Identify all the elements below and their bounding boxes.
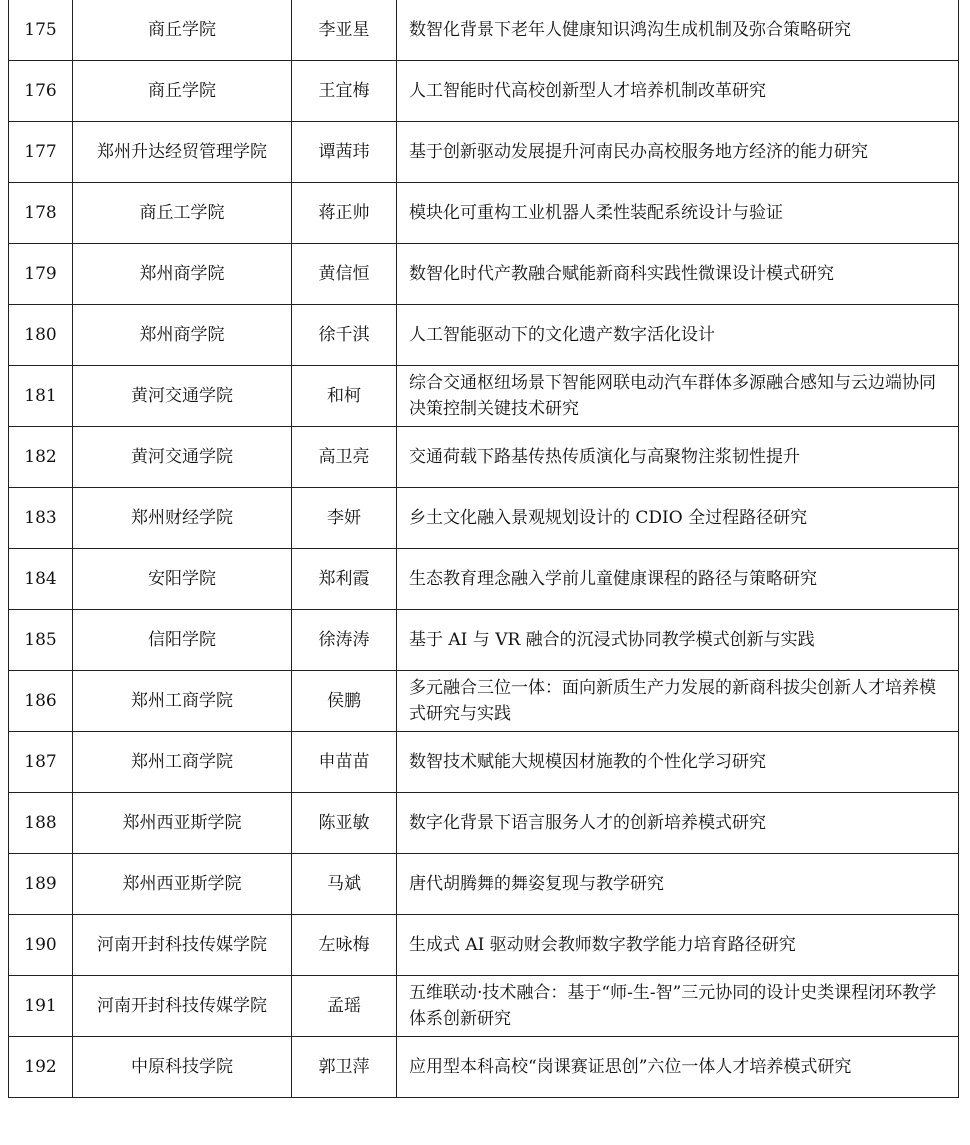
project-title-cell (397, 915, 959, 976)
table-row (9, 549, 959, 610)
row-number: 185 (24, 630, 57, 650)
school-cell (73, 732, 292, 793)
row-number-cell (9, 976, 73, 1037)
row-number-cell (9, 61, 73, 122)
school-name: 安阳学院 (148, 569, 216, 589)
project-title-cell (397, 976, 959, 1037)
table-row (9, 244, 959, 305)
school-cell (73, 976, 292, 1037)
project-title-cell (397, 793, 959, 854)
school-name: 郑州西亚斯学院 (122, 813, 242, 833)
project-title-cell (397, 610, 959, 671)
school-name: 郑州工商学院 (131, 752, 233, 772)
applicant-cell (292, 0, 397, 61)
table-row (9, 183, 959, 244)
applicant-name: 黄信恒 (318, 264, 370, 284)
school-cell (73, 122, 292, 183)
project-title-cell (397, 122, 959, 183)
applicant-name: 郑利霞 (318, 569, 370, 589)
project-table (8, 0, 959, 1098)
row-number: 189 (24, 874, 57, 894)
applicant-cell (292, 122, 397, 183)
table-row (9, 488, 959, 549)
row-number: 181 (24, 386, 57, 406)
school-name: 商丘工学院 (139, 203, 225, 223)
row-number: 192 (24, 1057, 57, 1077)
applicant-cell (292, 183, 397, 244)
applicant-cell (292, 732, 397, 793)
table-row (9, 427, 959, 488)
project-title-cell (397, 61, 959, 122)
applicant-cell (292, 305, 397, 366)
table-row (9, 671, 959, 732)
applicant-cell (292, 854, 397, 915)
school-name: 河南开封科技传媒学院 (97, 996, 267, 1016)
school-name: 郑州商学院 (139, 325, 225, 345)
school-name: 郑州商学院 (139, 264, 225, 284)
row-number: 191 (24, 996, 57, 1016)
row-number-cell (9, 1037, 73, 1098)
table-row (9, 732, 959, 793)
project-title: 综合交通枢纽场景下智能网联电动汽车群体多源融合感知与云边端协同决策控制关键技术研究 (409, 373, 936, 419)
school-cell (73, 549, 292, 610)
project-title: 五维联动·技术融合：基于“师-生-智”三元协同的设计史类课程闭环教学体系创新研究 (409, 983, 937, 1029)
applicant-name: 谭茜玮 (318, 142, 370, 162)
applicant-name: 马斌 (327, 874, 361, 894)
project-title-cell (397, 488, 959, 549)
school-cell (73, 1037, 292, 1098)
row-number-cell (9, 122, 73, 183)
row-number: 182 (24, 447, 57, 467)
row-number-cell (9, 915, 73, 976)
applicant-name: 左咏梅 (318, 935, 370, 955)
project-title: 基于创新驱动发展提升河南民办高校服务地方经济的能力研究 (409, 142, 868, 162)
row-number-cell (9, 427, 73, 488)
project-title: 数字化背景下语言服务人才的创新培养模式研究 (409, 813, 766, 833)
applicant-name: 李妍 (327, 508, 361, 528)
applicant-cell (292, 976, 397, 1037)
school-name: 黄河交通学院 (131, 447, 233, 467)
row-number: 176 (24, 81, 57, 101)
project-title-cell (397, 671, 959, 732)
applicant-name: 蒋正帅 (318, 203, 370, 223)
row-number: 188 (24, 813, 57, 833)
school-cell (73, 488, 292, 549)
project-title: 唐代胡腾舞的舞姿复现与教学研究 (409, 874, 664, 894)
applicant-name: 高卫亮 (318, 447, 370, 467)
school-name: 黄河交通学院 (131, 386, 233, 406)
row-number: 183 (24, 508, 57, 528)
applicant-name: 李亚星 (318, 20, 370, 40)
row-number: 178 (24, 203, 57, 223)
applicant-name: 郭卫萍 (318, 1057, 370, 1077)
school-cell (73, 305, 292, 366)
project-title: 应用型本科高校“岗课赛证思创”六位一体人才培养模式研究 (409, 1057, 852, 1077)
school-cell (73, 427, 292, 488)
school-name: 河南开封科技传媒学院 (97, 935, 267, 955)
project-title-cell (397, 183, 959, 244)
school-name: 郑州升达经贸管理学院 (97, 142, 267, 162)
table-row (9, 305, 959, 366)
school-name: 商丘学院 (148, 81, 216, 101)
school-name: 郑州工商学院 (131, 691, 233, 711)
row-number-cell (9, 610, 73, 671)
applicant-name: 陈亚敏 (318, 813, 370, 833)
applicant-cell (292, 793, 397, 854)
applicant-name: 徐千淇 (318, 325, 370, 345)
school-name: 信阳学院 (148, 630, 216, 650)
applicant-cell (292, 488, 397, 549)
applicant-cell (292, 244, 397, 305)
applicant-cell (292, 61, 397, 122)
applicant-cell (292, 610, 397, 671)
row-number: 177 (24, 142, 57, 162)
school-cell (73, 0, 292, 61)
applicant-cell (292, 915, 397, 976)
row-number-cell (9, 793, 73, 854)
row-number-cell (9, 0, 73, 61)
table-row (9, 0, 959, 61)
project-title-cell (397, 549, 959, 610)
applicant-cell (292, 671, 397, 732)
project-title-cell (397, 0, 959, 61)
applicant-name: 徐涛涛 (318, 630, 370, 650)
project-title: 数智技术赋能大规模因材施教的个性化学习研究 (409, 752, 766, 772)
row-number-cell (9, 671, 73, 732)
school-cell (73, 671, 292, 732)
table-row (9, 366, 959, 427)
project-title: 数智化背景下老年人健康知识鸿沟生成机制及弥合策略研究 (409, 20, 851, 40)
applicant-cell (292, 1037, 397, 1098)
project-title-cell (397, 732, 959, 793)
applicant-name: 申苗苗 (318, 752, 370, 772)
school-cell (73, 915, 292, 976)
project-title-cell (397, 1037, 959, 1098)
row-number-cell (9, 732, 73, 793)
table-row (9, 61, 959, 122)
project-title-cell (397, 244, 959, 305)
row-number: 180 (24, 325, 57, 345)
row-number-cell (9, 183, 73, 244)
project-title-cell (397, 427, 959, 488)
applicant-name: 侯鹏 (327, 691, 361, 711)
table-row (9, 915, 959, 976)
project-title: 生态教育理念融入学前儿童健康课程的路径与策略研究 (409, 569, 817, 589)
table-row (9, 976, 959, 1037)
school-cell (73, 61, 292, 122)
applicant-name: 孟瑶 (327, 996, 361, 1016)
project-title: 数智化时代产教融合赋能新商科实践性微课设计模式研究 (409, 264, 834, 284)
table-row (9, 854, 959, 915)
school-cell (73, 854, 292, 915)
project-title: 生成式 AI 驱动财会教师数字教学能力培育路径研究 (409, 935, 796, 955)
project-title: 人工智能驱动下的文化遗产数字活化设计 (409, 325, 715, 345)
project-title-cell (397, 366, 959, 427)
project-title: 人工智能时代高校创新型人才培养机制改革研究 (409, 81, 766, 101)
applicant-cell (292, 549, 397, 610)
school-name: 郑州西亚斯学院 (122, 874, 242, 894)
school-cell (73, 244, 292, 305)
project-title: 交通荷载下路基传热传质演化与高聚物注浆韧性提升 (409, 447, 800, 467)
applicant-name: 和柯 (327, 386, 361, 406)
project-title: 模块化可重构工业机器人柔性装配系统设计与验证 (409, 203, 783, 223)
table-body (9, 0, 959, 1098)
row-number: 184 (24, 569, 57, 589)
school-cell (73, 793, 292, 854)
table-row (9, 793, 959, 854)
row-number-cell (9, 549, 73, 610)
table-row (9, 610, 959, 671)
row-number: 190 (24, 935, 57, 955)
project-title: 多元融合三位一体：面向新质生产力发展的新商科拔尖创新人才培养模式研究与实践 (409, 678, 936, 724)
row-number: 186 (24, 691, 57, 711)
row-number: 175 (24, 20, 57, 40)
applicant-cell (292, 427, 397, 488)
project-title: 基于 AI 与 VR 融合的沉浸式协同教学模式创新与实践 (409, 630, 815, 650)
row-number-cell (9, 488, 73, 549)
row-number-cell (9, 305, 73, 366)
row-number-cell (9, 854, 73, 915)
school-cell (73, 183, 292, 244)
project-title-cell (397, 854, 959, 915)
school-name: 商丘学院 (148, 20, 216, 40)
school-cell (73, 610, 292, 671)
row-number-cell (9, 366, 73, 427)
school-cell (73, 366, 292, 427)
project-title-cell (397, 305, 959, 366)
applicant-cell (292, 366, 397, 427)
row-number-cell (9, 244, 73, 305)
row-number: 179 (24, 264, 57, 284)
school-name: 郑州财经学院 (131, 508, 233, 528)
applicant-name: 王宜梅 (318, 81, 370, 101)
table-row (9, 122, 959, 183)
project-title: 乡土文化融入景观规划设计的 CDIO 全过程路径研究 (409, 508, 808, 528)
school-name: 中原科技学院 (131, 1057, 233, 1077)
row-number: 187 (24, 752, 57, 772)
table-row (9, 1037, 959, 1098)
project-list-sheet (8, 0, 958, 1098)
